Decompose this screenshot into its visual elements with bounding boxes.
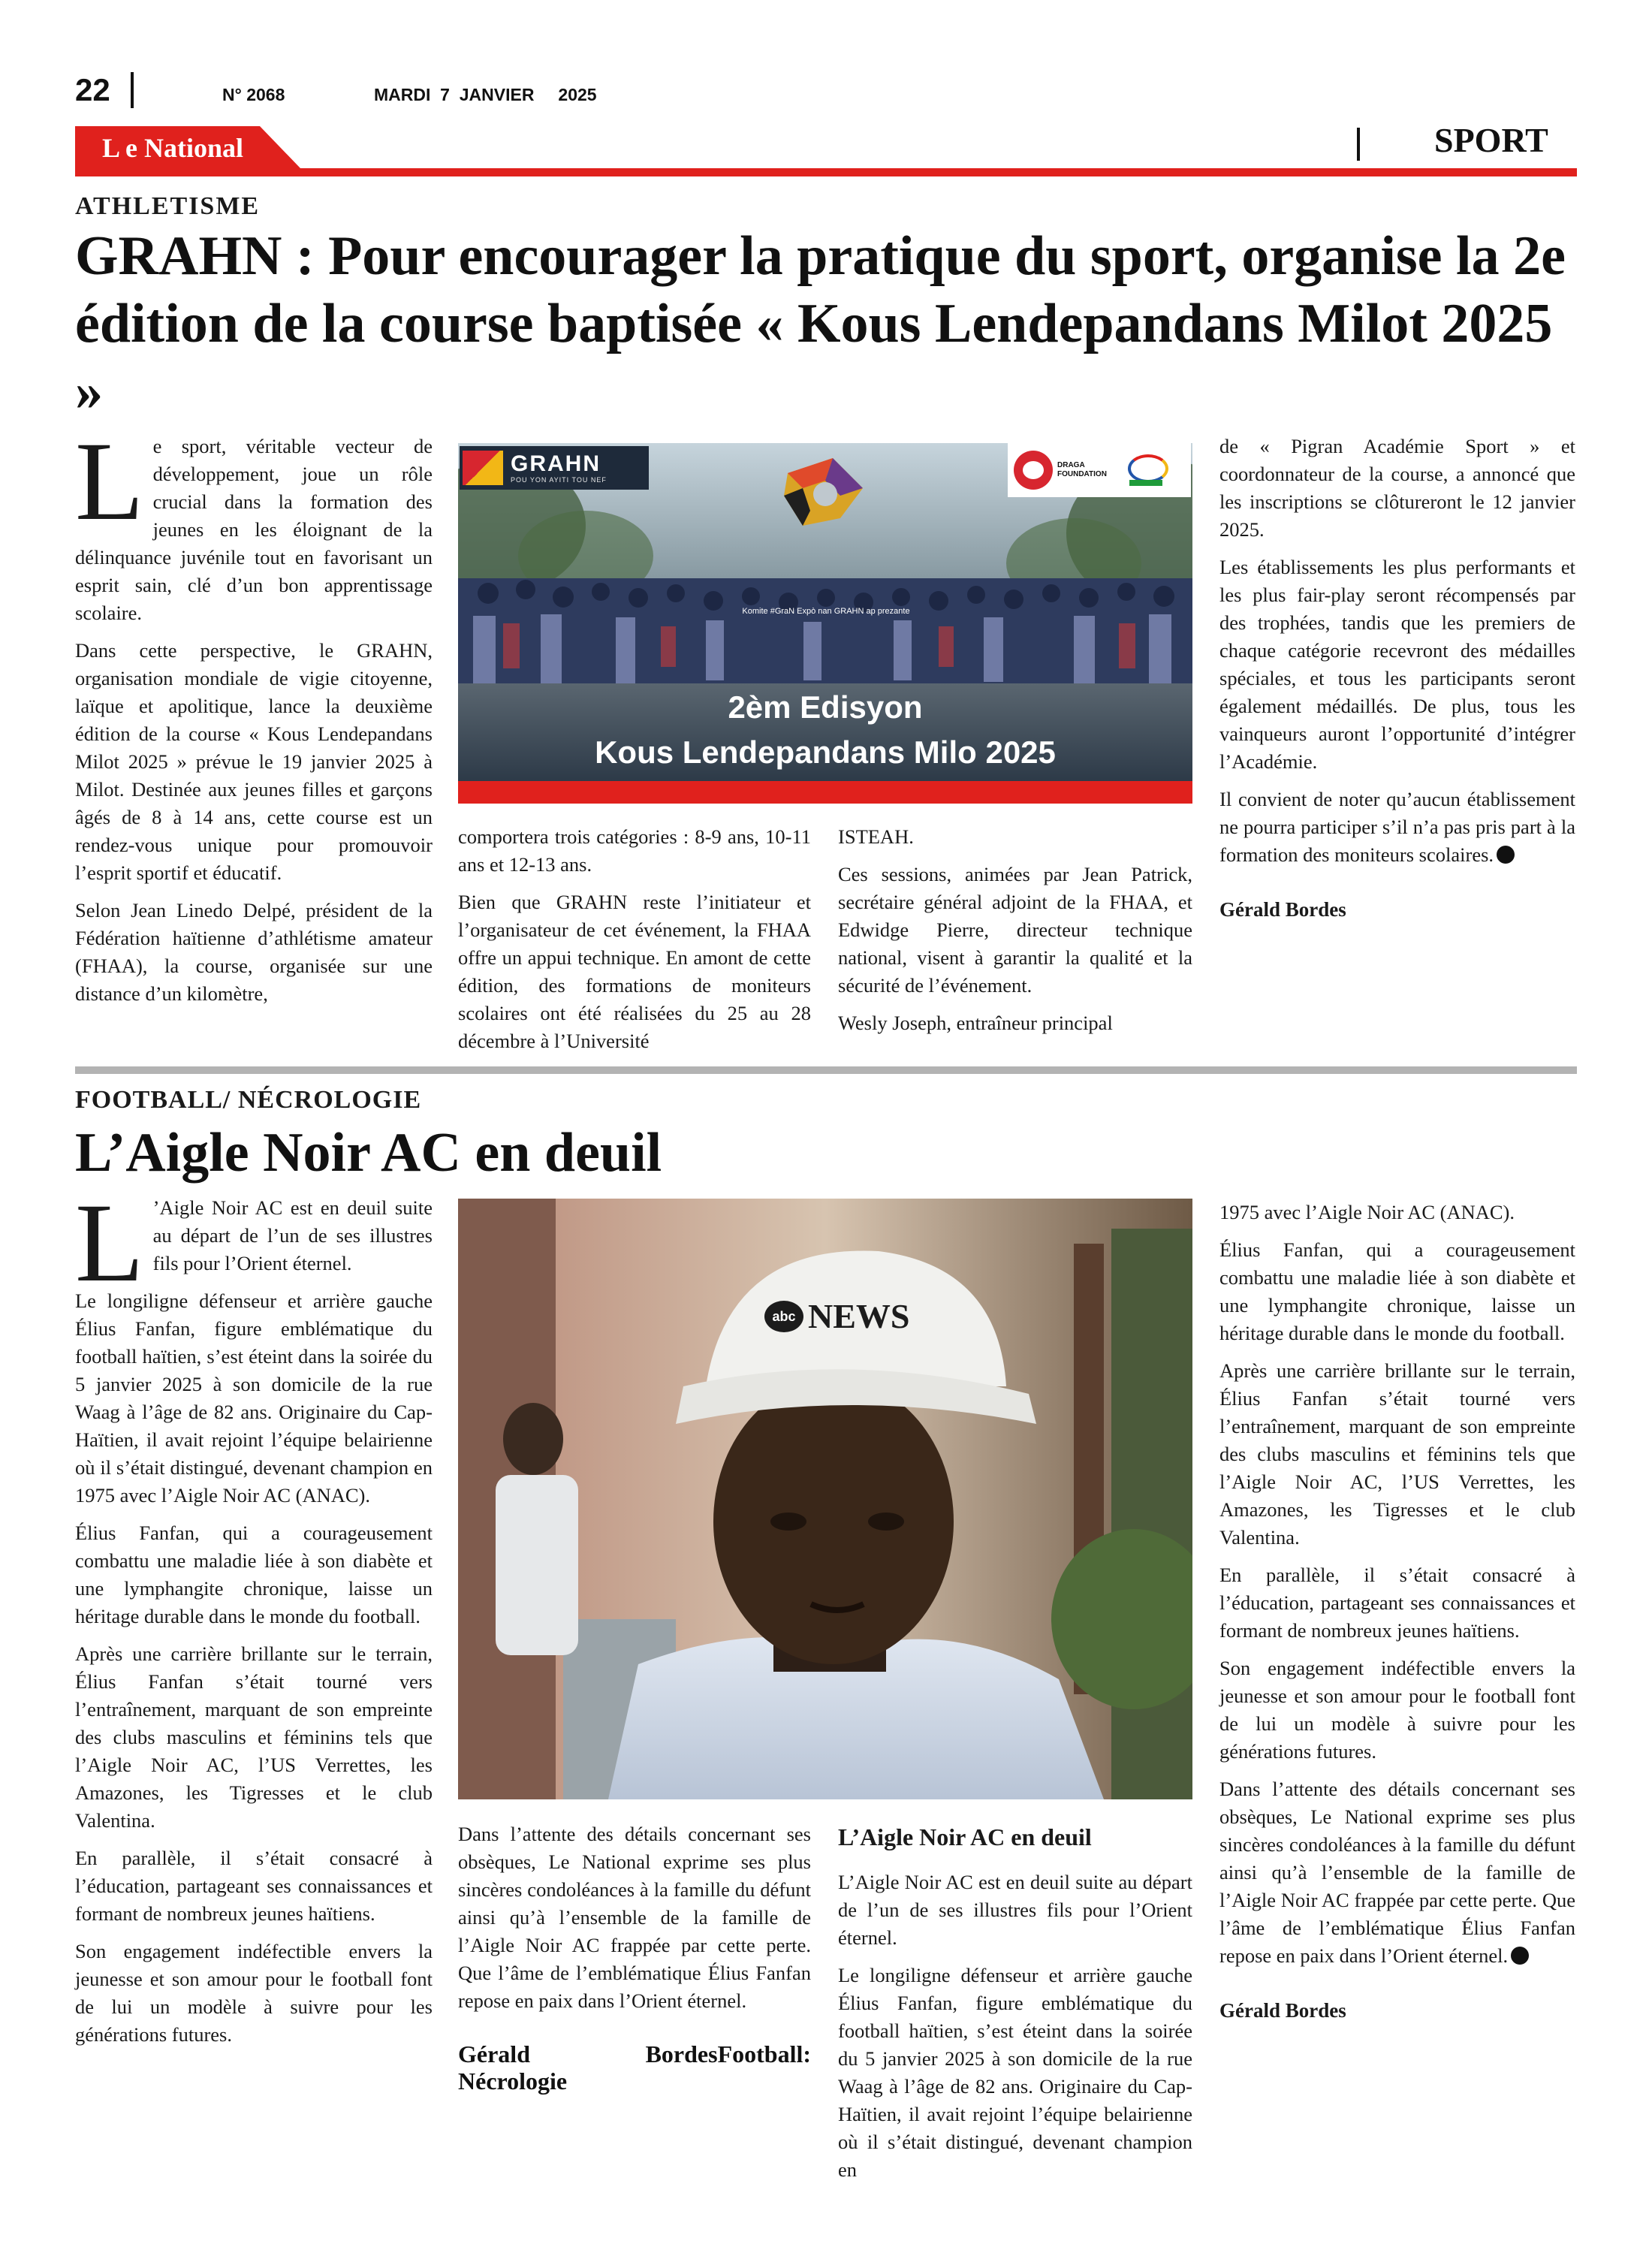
date-weekday: MARDI xyxy=(374,85,431,104)
date-day: 7 xyxy=(440,85,450,104)
page-number-divider xyxy=(131,72,134,108)
issue-number: N° 2068 xyxy=(222,85,285,104)
article2-photo xyxy=(458,1199,1192,1799)
paragraph: 1975 avec l’Aigle Noir AC (ANAC). xyxy=(1219,1201,1515,1223)
poster-title: Kous Lendepandans Milo 2025 xyxy=(595,734,1056,770)
article1-kicker: ATHLETISME xyxy=(75,192,261,220)
masthead-rule xyxy=(75,168,1577,176)
article2-signature: Gérald Bordes xyxy=(1219,1999,1346,2022)
paragraph: Dans cette perspective, le GRAHN, organisation mondiale de vigie citoyenne, laïque et apolitique, lance la deuxième édition de la course « Kous Lendepandans Milot 2025 » prévue le 19 janvier 2025 à Milot. Destinée aux jeunes filles et garçons âgés de 8 à 14 ans, cette course est un rendez-vous unique pour promouvoir l’esprit sportif et éducatif. xyxy=(75,639,433,884)
article1-column-1 xyxy=(75,419,433,1018)
article2-column-3 xyxy=(838,1822,1192,2194)
date-year: 2025 xyxy=(558,85,597,104)
article1-signature: Gérald Bordes xyxy=(1219,898,1346,921)
grahn-brand: GRAHN xyxy=(511,451,601,476)
cap-text: NEWS xyxy=(808,1297,910,1335)
article1-column-4 xyxy=(1219,433,1575,933)
sponsor-logos xyxy=(1008,443,1191,497)
grahn-flag-icon xyxy=(463,451,503,485)
star-sport-icon xyxy=(1123,451,1168,489)
grahn-tagline: POU YON AYITI TOU NEF xyxy=(511,476,607,484)
article2-kicker: FOOTBALL/ NÉCROLOGIE xyxy=(75,1086,422,1114)
paragraph: L’Aigle Noir AC est en deuil suite au départ de l’un de ses illustres fils pour l’Orient éternel. xyxy=(838,1871,1192,1949)
poster-edition: 2èm Edisyon xyxy=(728,689,923,725)
article1-column-2 xyxy=(458,823,811,1065)
article2-column-4 xyxy=(1219,1199,1575,2034)
paragraph: ’Aigle Noir AC est en deuil suite au départ de l’un de ses illustres fils pour l’Orient éternel. xyxy=(152,1196,433,1274)
paragraph: Son engagement indéfectible envers la jeunesse et son amour pour le football font de lui un modèle à suivre pour les générations futures. xyxy=(1219,1657,1575,1763)
section-divider xyxy=(1357,128,1360,161)
article1-dropcap: L xyxy=(75,419,144,544)
paragraph: Bien que GRAHN reste l’initiateur et l’organisateur de cet événement, la FHAA offre un appui technique. En amont de cette édition, des formations de moniteurs scolaires ont été réalisées du 25 au 28 décembre à l’Université xyxy=(458,891,811,1052)
paragraph: Wesly Joseph, entraîneur principal xyxy=(838,1012,1113,1034)
poster-red-bar xyxy=(458,781,1192,804)
paragraph: Après une carrière brillante sur le terrain, Élius Fanfan s’était tourné vers l’entraînement, marquant de son empreinte des clubs masculins et féminins tels que l’Aigle Noir AC, l’US Verrettes, les Amazones, les Tigresses et le club Valentina. xyxy=(1219,1359,1575,1549)
paragraph: En parallèle, il s’était consacré à l’éducation, partageant ses connaissances et formant de nombreux jeunes haïtiens. xyxy=(75,1847,433,1925)
page-number: 22 xyxy=(75,72,110,107)
article2-column-1 xyxy=(75,1181,433,2058)
paragraph: Élius Fanfan, qui a courageusement combattu une maladie liée à son diabète et une lymphangite chronique, laisse un héritage durable dans le monde du football. xyxy=(75,1522,433,1627)
article1-column-3 xyxy=(838,823,1192,1047)
paragraph: Le longiligne défenseur et arrière gauche Élius Fanfan, figure emblématique du football haïtien, s’est éteint dans la soirée du 5 janvier 2025 à son domicile de la rue Waag à l’âge de 82 ans. Originaire du Cap-Haïtien, il avait rejoint l’équipe belairienne où il s’était distingué, devenant champion en 1975 avec l’Aigle Noir AC (ANAC). xyxy=(75,1289,433,1507)
section-name: SPORT xyxy=(1434,121,1548,159)
date-month: JANVIER xyxy=(459,85,535,104)
paragraph: Le longiligne défenseur et arrière gauche Élius Fanfan, figure emblématique du football haïtien, s’est éteint dans la soirée du 5 janvier 2025 à son domicile de la rue Waag à l’âge de 82 ans. Originaire du Cap-Haïtien, il avait rejoint l’équipe belairienne où il s’était distingué, devenant champion en xyxy=(838,1964,1192,2181)
abc-logo-icon: abc xyxy=(764,1301,803,1332)
paragraph: Élius Fanfan, qui a courageusement combattu une maladie liée à son diabète et une lymphangite chronique, laisse un héritage durable dans le monde du football. xyxy=(1219,1238,1575,1344)
paragraph: e sport, véritable vecteur de développement, joue un rôle crucial dans la formation des jeunes en les éloignant de la délinquance juvénile tout en favorisant un esprit sain, clé d’un bon apprentissage scolaire. xyxy=(75,435,433,624)
grahn-logo xyxy=(460,446,649,490)
paragraph: Dans l’attente des détails concernant ses obsèques, Le National exprime ses plus sincères condoléances à la famille du défunt ainsi qu’à l’ensemble de la famille de l’Aigle Noir AC frappée par cette perte. Que l’âme de l’emblématique Élius Fanfan repose en paix dans l’Orient éternel. xyxy=(458,1823,811,2012)
paragraph: Il convient de noter qu’aucun établissement ne pourra participer s’il n’a pas pris part à la formation des moniteurs scolaires. xyxy=(1219,788,1575,866)
paper-name: L e National xyxy=(102,133,244,163)
paragraph: ISTEAH. xyxy=(838,825,914,848)
article2-subheadline: L’Aigle Noir AC en deuil xyxy=(838,1823,1092,1850)
poster-intro-text: Komite #GraN Expò nan GRAHN ap prezante xyxy=(742,607,910,616)
article2-column-2 xyxy=(458,1820,811,2104)
draga-foundation-icon xyxy=(1014,451,1053,490)
paragraph: Ces sessions, animées par Jean Patrick, secrétaire général adjoint de la FHAA, et Edwidge Pierre, directeur technique national, visent à garantir la qualité et la sécurité de l’événement. xyxy=(838,863,1192,997)
paragraph: Selon Jean Linedo Delpé, président de la Fédération haïtienne d’athlétisme amateur (FHAA), la course, organisée sur une distance d’un kilomètre, xyxy=(75,899,433,1005)
article2-dropcap: L xyxy=(75,1181,144,1305)
paragraph: comportera trois catégories : 8-9 ans, 10-11 ans et 12-13 ans. xyxy=(458,825,811,876)
article-separator xyxy=(75,1066,1577,1074)
paragraph: Après une carrière brillante sur le terrain, Élius Fanfan s’était tourné vers l’entraînement, marquant de son empreinte des clubs masculins et féminins tels que l’Aigle Noir AC, l’US Verrettes, les Amazones, les Tigresses et le club Valentina. xyxy=(75,1642,433,1832)
article2-column-2-signature: Gérald BordesFootball: Nécrologie xyxy=(458,2040,811,2095)
portrait-illustration xyxy=(458,1199,1192,1799)
end-mark-icon xyxy=(1511,1947,1529,1965)
end-mark-icon xyxy=(1497,846,1515,864)
paragraph: Dans l’attente des détails concernant ses obsèques, Le National exprime ses plus sincères condoléances à la famille du défunt ainsi qu’à l’ensemble de la famille de l’Aigle Noir AC frappée par cette perte. Que l’âme de l’emblématique Élius Fanfan repose en paix dans l’Orient éternel. xyxy=(1219,1778,1575,1967)
paragraph: En parallèle, il s’était consacré à l’éducation, partageant ses connaissances et formant de nombreux jeunes haïtiens. xyxy=(1219,1564,1575,1642)
article1-headline: GRAHN : Pour encourager la pratique du sport, organise la 2e édition de la course baptisée « Kous Lendepandans Milot 2025 » xyxy=(75,225,1566,422)
issue-date xyxy=(374,85,597,105)
sponsor-name: DRAGA FOUNDATION xyxy=(1057,461,1107,478)
article2-headline: L’Aigle Noir AC en deuil xyxy=(75,1122,662,1184)
paragraph: Son engagement indéfectible envers la jeunesse et son amour pour le football font de lui un modèle à suivre pour les générations futures. xyxy=(75,1940,433,2046)
paragraph: Les établissements les plus performants et les plus fair-play seront récompensés par des trophées, tandis que les premiers de chaque catégorie recevront des médailles spéciales, et tous les participants seront également médaillés. De plus, tous les vainqueurs auront l’opportunité d’intégrer l’Académie. xyxy=(1219,556,1575,773)
paragraph: de « Pigran Académie Sport » et coordonnateur de la course, a annoncé que les inscriptions se clôtureront le 12 janvier 2025. xyxy=(1219,435,1575,541)
cap-logo xyxy=(764,1296,909,1336)
